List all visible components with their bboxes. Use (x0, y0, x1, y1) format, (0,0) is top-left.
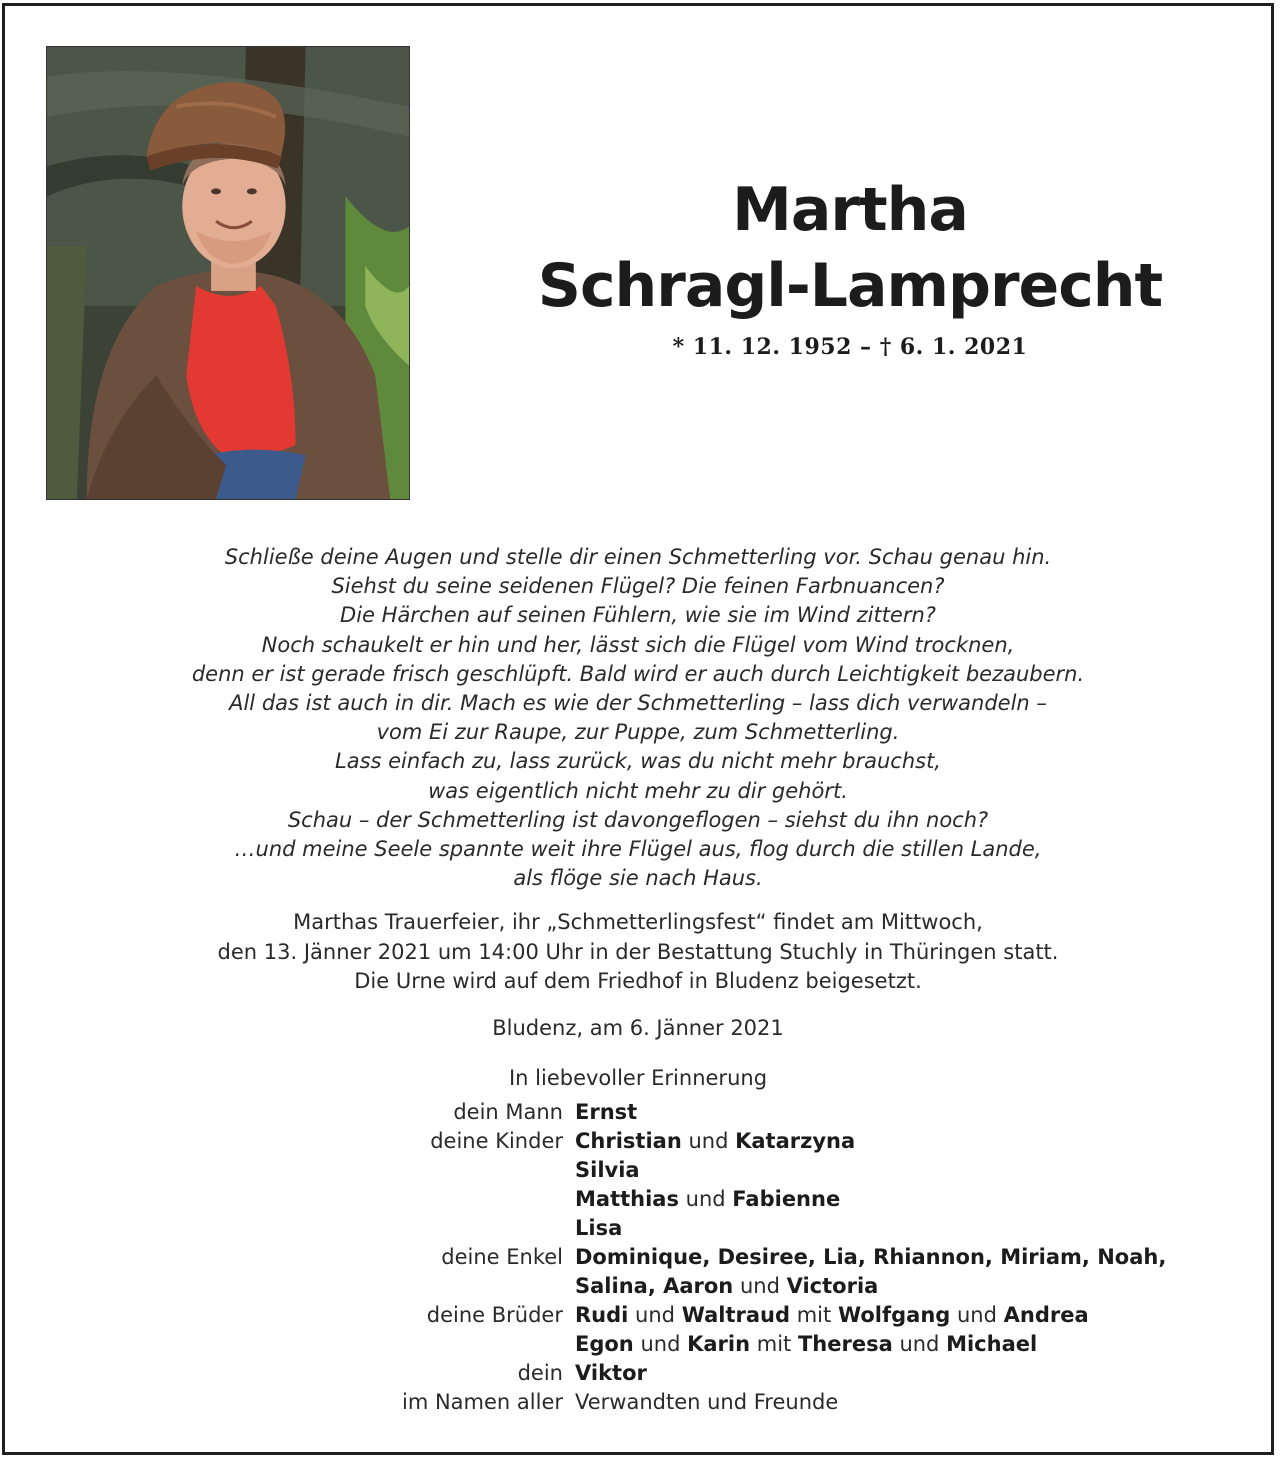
poem-line: als flöge sie nach Haus. (513, 866, 763, 891)
poem-line: denn er ist gerade frisch geschlüpft. Bald wird er auch durch Leichtigkeit bezaubern. (191, 661, 1085, 686)
poem-line: …und meine Seele spannte weit ihre Flügel aus, flog durch die stillen Lande, (234, 837, 1042, 862)
relation-label: im Namen aller (402, 1390, 563, 1414)
poem-line: Siehst du seine seidenen Flügel? Die feinen Farbnuancen? (331, 574, 945, 599)
member-name: Rudi (575, 1303, 629, 1327)
preposition: mit (756, 1332, 792, 1356)
member-name: Victoria (786, 1274, 879, 1298)
family-row-other (0, 1359, 1276, 1388)
family-row-grandchildren (0, 1243, 1276, 1272)
relation-label: deine Brüder (426, 1303, 563, 1327)
family-row-children (0, 1214, 1276, 1243)
first-name: Martha (732, 175, 968, 245)
member-name: Lisa (575, 1216, 623, 1240)
life-dates: * 11. 12. 1952 – † 6. 1. 2021 (672, 334, 1028, 360)
family-row-children (0, 1185, 1276, 1214)
info-line: Marthas Trauerfeier, ihr „Schmetterlingsfest“ findet am Mittwoch, (293, 910, 983, 934)
member-name: Waltraud (681, 1303, 791, 1327)
portrait-image (47, 47, 409, 499)
member-names: Dominique, Desiree, Lia, Rhiannon, Miriam, Noah, (575, 1245, 1167, 1269)
poem-line: Schau – der Schmetterling ist davongeflogen – siehst du ihn noch? (287, 807, 989, 832)
preposition: mit (796, 1303, 832, 1327)
member-name: Andrea (1003, 1303, 1089, 1327)
conjunction: und (685, 1187, 726, 1211)
member-name: Egon (575, 1332, 634, 1356)
poem-line: was eigentlich nicht mehr zu dir gehört. (428, 778, 848, 803)
poem-line: Lass einfach zu, lass zurück, was du nicht mehr brauchst, (335, 749, 941, 774)
member-name: Matthias (575, 1187, 679, 1211)
member-name: Karin (687, 1332, 751, 1356)
info-line: Die Urne wird auf dem Friedhof in Bludenz beigesetzt. (354, 969, 922, 993)
conjunction: und (899, 1332, 940, 1356)
info-line: den 13. Jänner 2021 um 14:00 Uhr in der Bestattung Stuchly in Thüringen statt. (217, 939, 1059, 964)
member-names: Salina, Aaron (575, 1274, 734, 1298)
relation-label: deine Kinder (430, 1129, 563, 1153)
relation-label: dein Mann (453, 1100, 563, 1124)
conjunction: und (688, 1129, 729, 1153)
conjunction: und (739, 1274, 780, 1298)
family-row-husband (0, 1098, 1276, 1127)
poem-line: vom Ei zur Raupe, zur Puppe, zum Schmetterling. (376, 720, 900, 745)
family-row-closing (0, 1388, 1276, 1417)
family-row-children (0, 1127, 1276, 1156)
portrait-photo (46, 46, 410, 500)
poem-line: Schließe deine Augen und stelle dir einen Schmetterling vor. Schau genau hin. (224, 545, 1052, 569)
memory-heading: In liebevoller Erinnerung (508, 1066, 768, 1090)
member-name: Viktor (575, 1361, 647, 1385)
closing-text: Verwandten und Freunde (575, 1390, 839, 1414)
member-name: Theresa (797, 1332, 893, 1356)
last-name: Schragl-Lamprecht (537, 251, 1163, 321)
family-row-grandchildren (0, 1272, 1276, 1301)
family-row-children (0, 1156, 1276, 1185)
poem-line: Die Härchen auf seinen Fühlern, wie sie im Wind zittern? (340, 603, 936, 628)
poem-line: All das ist auch in dir. Mach es wie der Schmetterling – lass dich verwandeln – (229, 691, 1047, 716)
member-name: Michael (946, 1332, 1038, 1356)
member-name: Silvia (575, 1158, 640, 1182)
member-name: Christian (575, 1129, 682, 1153)
name-block (460, 172, 1240, 360)
conjunction: und (635, 1303, 675, 1327)
member-name: Katarzyna (735, 1129, 856, 1153)
member-name: Wolfgang (837, 1303, 951, 1327)
place-date: Bludenz, am 6. Jänner 2021 (492, 1016, 784, 1040)
conjunction: und (640, 1332, 681, 1356)
member-name: Fabienne (732, 1187, 841, 1211)
family-row-brothers (0, 1330, 1276, 1359)
poem-line: Noch schaukelt er hin und her, lässt sich die Flügel vom Wind trocknen, (261, 632, 1015, 657)
funeral-info (0, 908, 1276, 997)
member-name: Ernst (575, 1100, 638, 1124)
poem (0, 543, 1276, 893)
family-list (0, 1098, 1276, 1417)
conjunction: und (957, 1303, 997, 1327)
relation-label: dein (517, 1361, 563, 1385)
relation-label: deine Enkel (441, 1245, 563, 1269)
family-row-brothers (0, 1301, 1276, 1330)
